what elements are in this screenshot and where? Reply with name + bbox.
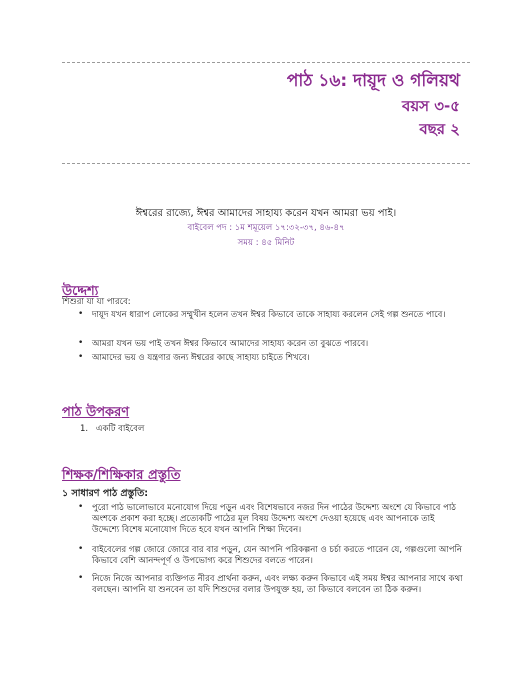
- objective-bullet: •: [78, 338, 84, 348]
- objectives-intro: শিশুরা যা যা পারবে:: [62, 297, 131, 307]
- prep-bullet: •: [78, 544, 84, 554]
- objective-bullet: •: [78, 309, 84, 319]
- year-label: বছর ২: [419, 120, 460, 138]
- lesson-title: পাঠ ১৬: দায়ূদ ও গলিয়থ: [286, 71, 460, 91]
- intro-main-line: ঈশ্বরের রাজ্যে, ঈশ্বর আমাদের সাহায্য করেন যখন আমরা ভয় পাই।: [135, 208, 397, 219]
- teacher-prep-heading: শিক্ষক/শিক্ষিকার প্রস্তুতি: [62, 468, 181, 483]
- bible-verse: বাইবেল পদ : ১ম শমূয়েল ১৭:৩২-৩৭, ৪৬-৪৭: [187, 223, 345, 233]
- objective-item: দায়ূদ যখন ধারাপ লোকের সম্মুখীন হলেন তখন ঈশ্বর কিভাবে তাকে সাহায্য করলেন সেই গল্প শুনতে পাবে।: [92, 310, 446, 320]
- prep-item: নিজে নিজে আপনার ব্যক্তিগত নীরব প্রার্থনা করুন, এবং লক্ষ্য করুন কিভাবে এই সময় ঈশ্বর আপনার সাথে কথা বলছেন। আপনি যা শুনবেন তা যদি শিশুদের বলার উপযুক্ত হয়, তা কিভাবে বলবেন তা ঠিক করুন।: [92, 574, 463, 595]
- material-item: একটি বাইবেল: [96, 424, 145, 434]
- prep-item: বাইবেলের গল্প জোরে জোরে বার বার পড়ুন, যেন আপনি পরিকল্পনা ও চর্চা করতে পারেন যে, গল্পগুলো আপনি কিভাবে বেশি আনন্দপূর্ণ ও উপভোগ্য করে শিশুদের বলতে পারেন।: [92, 545, 463, 566]
- objective-item: আমাদের ভয় ও যন্ত্রণার জন্য ঈশ্বরের কাছে সাহায্য চাইতে শিখবে।: [92, 353, 310, 363]
- header-divider: [62, 163, 470, 164]
- lesson-time: সময় : ৪৫ মিনিট: [237, 238, 295, 248]
- objective-bullet: •: [78, 352, 84, 362]
- top-divider: [62, 62, 470, 63]
- objective-item: আমরা যখন ভয় পাই তখন ঈশ্বর কিভাবে আমাদের সাহায্য করেন তা বুঝতে পারবে।: [92, 339, 369, 349]
- materials-heading: পাঠ উপকরণ: [62, 405, 130, 420]
- prep-item: পুরো পাঠ ভালোভাবে মনোযোগ দিয়ে পড়ুন এবং বিশেষভাবে নজর দিন পাঠের উদ্দেশ্য অংশে যে কিভাবে পাঠ অংশকে প্রকাশ করা হচ্ছে। প্রত্যেকটি পাঠের মূল বিষয় উদ্দেশ্য অংশে দেওয়া হয়েছে এবং আপনাকে তাই উদ্দেশ্যে বিশেষ মনোযোগ দিতে হবে যখন আপনি শিক্ষা দিবেন।: [92, 503, 456, 535]
- prep-bullet: •: [78, 573, 84, 583]
- objectives-heading: উদ্দেশ্য: [62, 284, 99, 299]
- teacher-prep-subheading: ১ সাধারণ পাঠ প্রস্তুতি:: [62, 488, 149, 499]
- material-item-number: 1.: [80, 424, 89, 434]
- prep-bullet: •: [78, 502, 84, 512]
- age-label: বয়স ৩-৫: [401, 97, 460, 115]
